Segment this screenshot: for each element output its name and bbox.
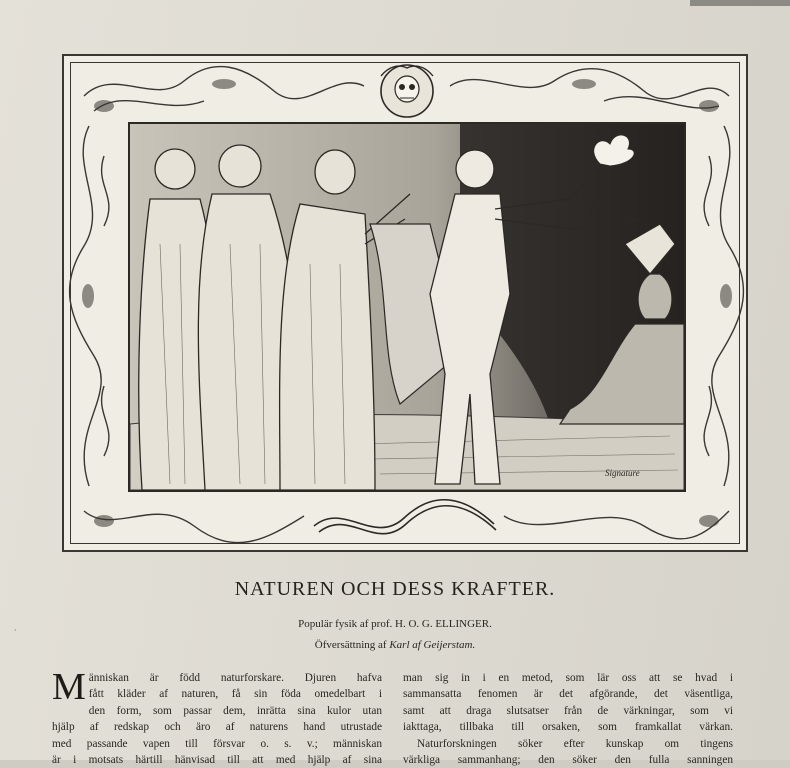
artist-signature: Signature — [605, 468, 640, 478]
text-line: man sig in i en metod, som lär oss att se hvad i — [403, 672, 733, 684]
text-line: den form, som passar dem, inrätta sina kulor utan — [88, 704, 382, 717]
text-line: hjälp af redskap och äro af naturens hand utrustade — [52, 721, 382, 734]
margin-mark: · — [14, 626, 17, 635]
illustration-scene — [128, 122, 686, 492]
drop-cap: M — [52, 666, 86, 708]
skull-medallion-icon — [381, 65, 433, 117]
translation-prefix: Öfversättning af — [314, 639, 390, 651]
translation-credit — [0, 639, 790, 651]
left-text-column — [52, 666, 382, 768]
serpent-ornament-icon — [314, 500, 496, 534]
article-title: NATUREN OCH DESS KRAFTER. — [234, 578, 556, 600]
text-line: fått kläder af naturen, få sin föda omedelbart i — [88, 688, 382, 701]
illustration-plate — [62, 54, 748, 552]
text-line: med passande vapen till försvar o. s. v.; människan — [52, 737, 382, 750]
text-line: Naturforskningen söker efter kunskap om tingens — [417, 737, 733, 750]
text-line: värkliga sammanhang; den söker den fulla sanningen — [403, 754, 733, 767]
text-line: iakttaga, tillbaka till orsaken, som framkallat värkan. — [403, 721, 733, 734]
text-line: är i motsats härtill hänvisad till att med hjälp af sina — [52, 754, 382, 767]
text-line: sammansatta fenomen är det afgörande, det väsentliga, — [403, 688, 733, 701]
text-line: änniskan är född naturforskare. Djuren hafva — [88, 672, 382, 684]
right-text-column — [403, 670, 733, 768]
text-line: samt att draga slutsatser från de värkningar, som vi — [403, 704, 733, 717]
translator-name: Karl af Geijerstam. — [389, 639, 476, 651]
page-edge — [690, 0, 790, 6]
article-byline: Populär fysik af prof. H. O. G. ELLINGER. — [298, 618, 492, 630]
